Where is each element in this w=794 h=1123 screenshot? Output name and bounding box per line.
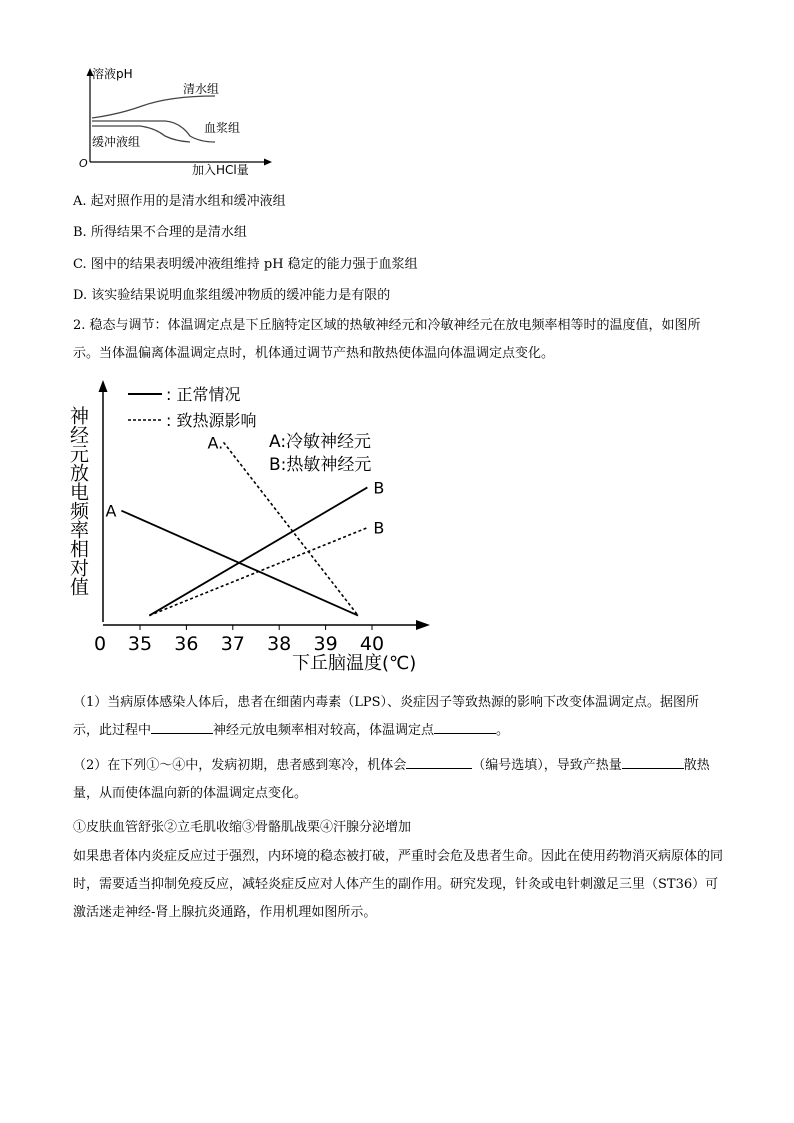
series-label-a-dashed: A. (207, 433, 224, 453)
series-label-b-solid: B (373, 478, 385, 498)
ph-label-buffer: 缓冲液组 (92, 135, 141, 149)
ph-label-water: 清水组 (183, 82, 220, 96)
q2-sub1-text-c: 。 (496, 723, 510, 738)
blank-2[interactable] (434, 719, 496, 734)
q2-sub1-text-a: （1）当病原体感染人体后，患者在细菌内毒素（LPS）、炎症因子等致热源的影响下改变体温调定点。据图所示，此过程中 (73, 695, 700, 738)
x-tick-label-38: 38 (267, 633, 292, 655)
option-b: B. 所得结果不合理的是清水组 (73, 225, 247, 240)
key-a: A:冷敏神经元 (269, 432, 372, 452)
blank-3[interactable] (406, 754, 472, 769)
chart-x-arrow (416, 620, 430, 630)
q2-paragraph: 如果患者体内炎症反应过于强烈，内环境的稳态被打破，严重时会危及患者生命。因此在使用药物消灭病原体的同时，需要适当抑制免疫反应，减轻炎症反应对人体产生的副作用。研究发现，针灸或电针刺激足三里（ST36）可激活迷走神经-肾上腺抗炎通路，作用机理如图所示。 (73, 849, 724, 920)
ph-curve-water (92, 96, 215, 118)
ph-x-arrow (264, 159, 272, 166)
x-tick-label-0: 0 (93, 633, 107, 655)
series-label-a-solid: A (105, 501, 117, 521)
x-tick-label-35: 35 (127, 633, 153, 655)
chart-y-label: 神经元放电频率相对值 (67, 406, 89, 596)
series-label-b-dashed: B (373, 518, 385, 538)
series-line-b-dashed (149, 528, 367, 616)
x-tick-label-39: 39 (313, 633, 338, 655)
legend-dashed-text: : 致热源影响 (166, 411, 257, 430)
ph-label-plasma: 血浆组 (204, 121, 241, 135)
q2-intro: 2. 稳态与调节：体温调定点是下丘脑特定区域的热敏神经元和冷敏神经元在放电频率相等时的温度值，如图所示。当体温偏离体温调定点时，机体通过调节产热和散热使体温向体温调定点变化。 (73, 318, 701, 361)
key-b: B:热敏神经元 (269, 455, 372, 475)
chart-y-arrow (99, 380, 108, 392)
q2-sub2-text-a: （2）在下列①～④中，发病初期，患者感到寒冷，机体会 (73, 758, 407, 773)
temperature-chart (67, 378, 440, 676)
x-tick-label-40: 40 (359, 633, 385, 655)
q2-sub1 (73, 689, 723, 745)
option-c: C. 图中的结果表明缓冲液组维持 pH 稳定的能力强于血浆组 (73, 257, 418, 272)
q2-sub1-text-b: 神经元放电频率相对较高，体温调定点 (213, 723, 435, 738)
q2-choices: ①皮肤血管舒张②立毛肌收缩③骨骼肌战栗④汗腺分泌增加 (73, 820, 412, 835)
q2-sub2-text-b: （编号选填），导致产热量 (472, 758, 622, 773)
blank-1[interactable] (151, 719, 213, 734)
x-tick-label-36: 36 (174, 633, 199, 655)
ph-x-label: 加入HCl量 (192, 163, 249, 177)
ph-chart (70, 66, 280, 178)
ph-origin: O (79, 157, 88, 170)
legend-solid-text: : 正常情况 (166, 385, 241, 404)
q2-sub2-text-c: 散热量，从而使体温向新的体温调定点变化。 (73, 758, 710, 801)
chart-x-label: 下丘脑温度(℃) (292, 653, 417, 674)
ph-y-label: 溶液pH (92, 67, 133, 81)
option-a: A. 起对照作用的是清水组和缓冲液组 (73, 194, 286, 209)
x-tick-label-37: 37 (220, 633, 245, 655)
option-d: D. 该实验结果说明血浆组缓冲物质的缓冲能力是有限的 (73, 288, 391, 303)
blank-4[interactable] (622, 754, 684, 769)
series-line-b-solid (149, 487, 367, 615)
q2-sub2 (73, 752, 723, 808)
